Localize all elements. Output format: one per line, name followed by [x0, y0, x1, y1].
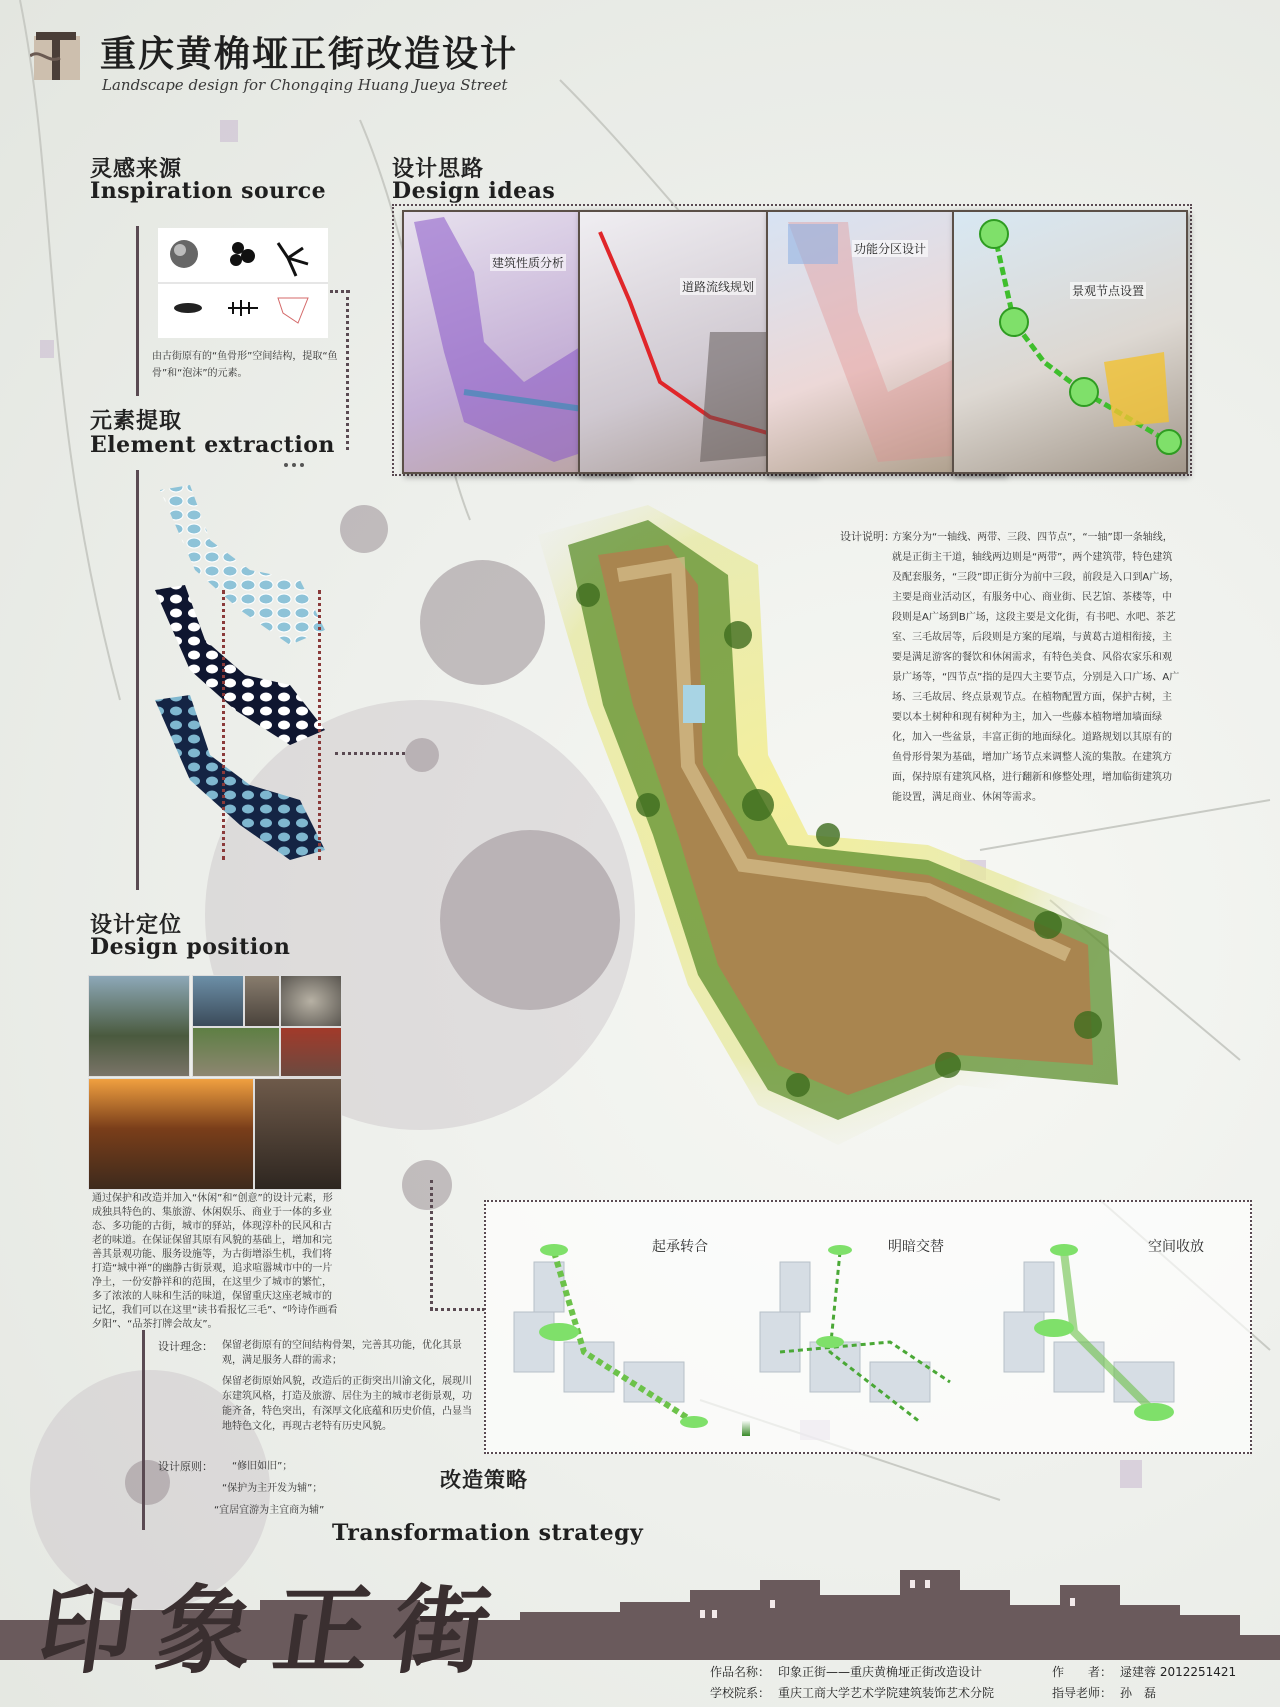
decor-circle [340, 505, 388, 553]
footer-work-label: 作品名称： [710, 1665, 771, 1679]
photo-building [192, 975, 244, 1027]
footer-work-value: 印象正街——重庆黄桷垭正街改造设计 [778, 1665, 983, 1679]
footer-advisor-label: 指导老师： [1052, 1686, 1113, 1700]
footer-school-value: 重庆工商大学艺术学院建筑装饰艺术分院 [778, 1686, 995, 1700]
dots-ornament [282, 456, 312, 468]
strategy-label-3: 空间收放 [1148, 1239, 1204, 1255]
position-title-en: Design position [90, 934, 291, 960]
ideas-title-en: Design ideas [392, 178, 556, 204]
inspiration-caption: 由古街原有的“鱼骨形”空间结构，提取“鱼骨”和“泡沫”的元素。 [152, 351, 338, 379]
strategy-view-1 [494, 1232, 734, 1442]
element-extraction-graphic [150, 480, 340, 900]
position-text: 通过保护和改造并加入“休闲”和“创意”的设计元素，形成独具特色的、集旅游、休闲娱乐、商业于一体的多业态、多功能的古街，城市的驿站，体现淳朴的民风和古老的味道。在保证保留其原有风貌的基础上，增加和完善其景观功能、服务设施等，为古街增添生机，我们将打造“城中禅”的幽静古街景观，追求喧嚣城市中的一片净土，一份安静祥和的范围，在这里少了城市的繁忙，多了浓浓的人味和生活的味道，保留重庆这座老城市的记忆，我们可以在这里“读书看报忆三毛”、“吟诗作画看夕阳”、“品茶打牌会故友”。 [92, 1193, 338, 1330]
page-subtitle: Landscape design for Chongqing Huang Jueya Street [102, 76, 508, 94]
connector-red [318, 590, 321, 860]
concept-rule [142, 1330, 145, 1530]
photo-roof [280, 1027, 342, 1077]
photo-detail [244, 975, 280, 1027]
map-label-1: 建筑性质分析 [492, 256, 565, 270]
connector [430, 1180, 433, 1310]
map-label-3: 功能分区设计 [854, 242, 927, 256]
inspiration-tiles [158, 228, 328, 338]
concept-label: 设计理念： [158, 1340, 213, 1353]
principle-item-2: “保护为主开发为辅”； [222, 1483, 323, 1494]
ideas-title-zh: 设计思路 [392, 157, 485, 182]
strategy-view-2 [740, 1232, 980, 1442]
strategy-title-en: Transformation strategy [332, 1520, 644, 1546]
design-note-text: 方案分为“一轴线、两带、三段、四节点”，“一轴”即一条轴线，就是正街主干道，轴线两边则是“两带”，两个建筑带，特色建筑及配套服务，“三段”即正街分为前中三段，前段是入口到A广场，主要是商业活动区，有服务中心、商业街、民艺馆、茶楼等，中段则是A广场到B广场，这段主要是文化街，有书吧、水吧、茶艺室、三毛故居等，后段则是方案的尾端，与黄葛古道相衔接，主要是满足游客的餐饮和休闲需求，有特色美食、风俗农家乐和观景广场等，“四节点”指的是四大主要节点，分别是入口广场、A广场、三毛故居、终点景观节点。在植物配置方面，保护古树，主要以本土树种和现有树种为主，加入一些藤本植物增加墙面绿化，加入一些盆景，丰富正街的地面绿化。道路规划以其原有的鱼骨形骨架为基础，增加广场节点来调整人流的集散。在建筑方面，保持原有建筑风格，进行翻新和修整处理，增加临街建筑功能设置，满足商业、休闲等需求。 [892, 532, 1180, 803]
inspiration-title-en: Inspiration source [90, 178, 327, 204]
design-note-label: 设计说明： [840, 530, 895, 543]
connector [346, 290, 349, 450]
inspiration-rule [136, 226, 139, 396]
inspiration-title-zh: 灵感来源 [90, 157, 183, 182]
connector [335, 752, 405, 755]
strategy-label-2: 明暗交替 [888, 1239, 944, 1255]
element-title-en: Element extraction [90, 432, 335, 458]
decor-circle [402, 1160, 452, 1210]
decor-circle [405, 738, 439, 772]
photo-sunset-street [88, 1078, 254, 1190]
decor-circle [420, 560, 545, 685]
map-label-4: 景观节点设置 [1072, 284, 1145, 298]
position-title-zh: 设计定位 [90, 913, 183, 938]
concept-line-2: 保留老街原始风貌，改造后的正街突出川渝文化，展现川东建筑风格，打造及旅游、居住为主的城市老街景观，功能齐备，特色突出，有深厚文化底蕴和历史价值，凸显当地特色文化，再现古老特有历史风貌。 [222, 1376, 472, 1432]
photo-street [88, 975, 190, 1077]
footer-advisor-value: 孙 磊 [1120, 1686, 1157, 1700]
footer-author-label: 作 者： [1052, 1665, 1113, 1679]
strategy-view-3 [984, 1232, 1224, 1442]
strategy-title-zh: 改造策略 [440, 1468, 528, 1492]
element-rule [136, 470, 139, 890]
page-title: 重庆黄桷垭正街改造设计 [100, 33, 519, 75]
logo [30, 28, 86, 84]
connector [430, 1308, 485, 1311]
calligraphy-title: 印象正街 [31, 1574, 519, 1687]
photo-millstone [280, 975, 342, 1027]
photo-teapot [254, 1078, 342, 1190]
concept-line-1: 保留老街原有的空间结构骨架，完善其功能，优化其景观，满足服务人群的需求； [222, 1340, 462, 1366]
element-title-zh: 元素提取 [90, 409, 183, 434]
strategy-label-1: 起承转合 [652, 1239, 708, 1255]
map-label-2: 道路流线规划 [682, 280, 755, 294]
photo-stairs [192, 1027, 280, 1077]
footer-author-value: 逯建蓉 2012251421 [1120, 1665, 1237, 1679]
legend-swatch [742, 1420, 750, 1436]
principle-label: 设计原则： [158, 1460, 213, 1473]
principle-item-3: “宜居宜游为主宜商为辅” [214, 1505, 325, 1516]
map-landscape-nodes [952, 210, 1188, 474]
footer-school-label: 学校院系： [710, 1686, 771, 1700]
principle-item-1: “修旧如旧”； [232, 1461, 293, 1472]
connector-red [222, 590, 225, 860]
